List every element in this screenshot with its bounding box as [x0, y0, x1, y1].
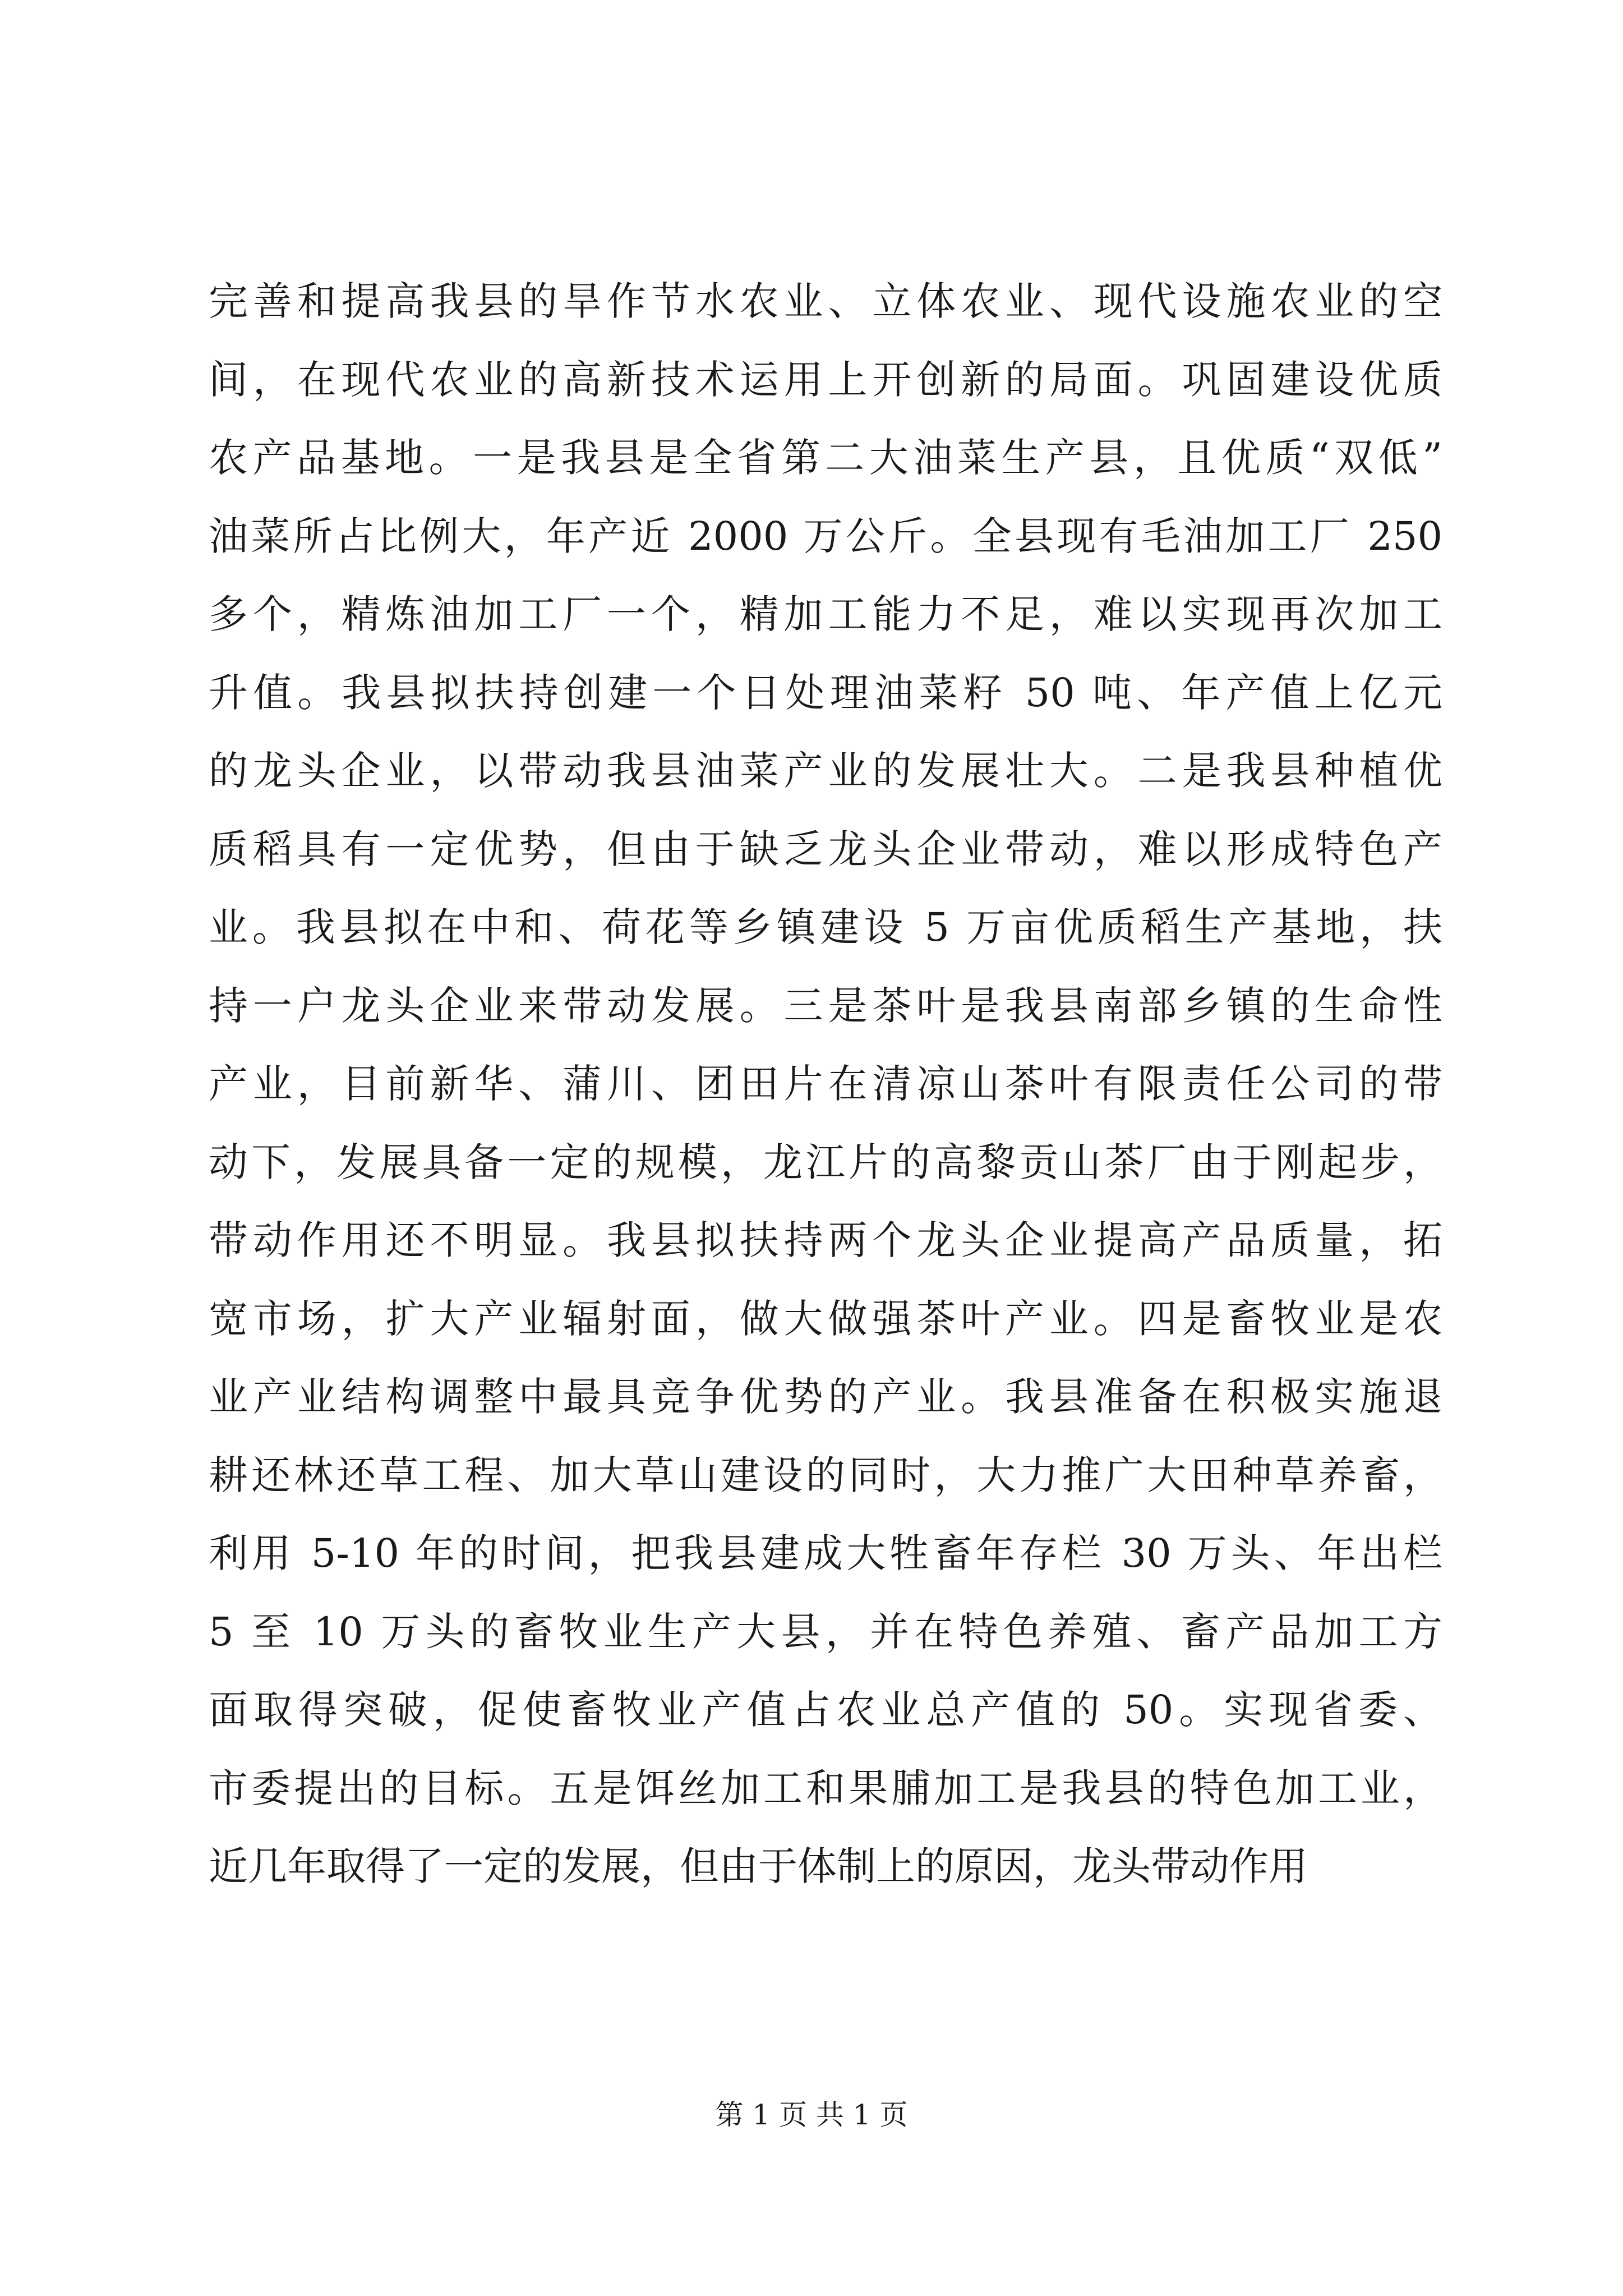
text-line: 质稻具有一定优势，但由于缺乏龙头企业带动，难以形成特色产 [209, 826, 1442, 872]
text-line: 间，在现代农业的高新技术运用上开创新的局面。巩固建设优质 [209, 356, 1442, 403]
text-line: 利用 5-10 年的时间，把我县建成大牲畜年存栏 30 万头、年出栏 [209, 1530, 1442, 1576]
text-line: 宽市场，扩大产业辐射面，做大做强茶叶产业。四是畜牧业是农 [209, 1295, 1442, 1342]
text-line: 耕还林还草工程、加大草山建设的同时，大力推广大田种草养畜， [209, 1452, 1442, 1498]
text-line: 的龙头企业，以带动我县油菜产业的发展壮大。二是我县种植优 [209, 748, 1442, 794]
body-paragraph [209, 263, 1442, 1906]
text-line: 完善和提高我县的旱作节水农业、立体农业、现代设施农业的空 [209, 278, 1442, 324]
text-line: 业。我县拟在中和、荷花等乡镇建设 5 万亩优质稻生产基地，扶 [209, 904, 1442, 950]
text-line: 多个，精炼油加工厂一个，精加工能力不足，难以实现再次加工 [209, 591, 1442, 637]
text-line: 带动作用还不明显。我县拟扶持两个龙头企业提高产品质量，拓 [209, 1217, 1442, 1263]
text-line: 5 至 10 万头的畜牧业生产大县，并在特色养殖、畜产品加工方 [209, 1608, 1442, 1655]
text-line: 升值。我县拟扶持创建一个日处理油菜籽 50 吨、年产值上亿元 [209, 669, 1442, 716]
text-line: 近几年取得了一定的发展，但由于体制上的原因，龙头带动作用 [209, 1843, 1308, 1889]
text-line: 业产业结构调整中最具竞争优势的产业。我县准备在积极实施退 [209, 1374, 1442, 1420]
page-footer: 第 1 页 共 1 页 [715, 2099, 908, 2131]
text-line: 农产品基地。一是我县是全省第二大油菜生产县，且优质“双低” [209, 435, 1442, 481]
text-line: 持一户龙头企业来带动发展。三是茶叶是我县南部乡镇的生命性 [209, 982, 1442, 1029]
text-line: 产业，目前新华、蒲川、团田片在清凉山茶叶有限责任公司的带 [209, 1061, 1442, 1107]
text-line: 动下，发展具备一定的规模，龙江片的高黎贡山茶厂由于刚起步， [209, 1139, 1442, 1185]
text-line: 面取得突破，促使畜牧业产值占农业总产值的 50。实现省委、 [209, 1687, 1442, 1733]
text-line: 市委提出的目标。五是饵丝加工和果脯加工是我县的特色加工业， [209, 1765, 1442, 1811]
text-line: 油菜所占比例大，年产近 2000 万公斤。全县现有毛油加工厂 250 [209, 513, 1442, 559]
